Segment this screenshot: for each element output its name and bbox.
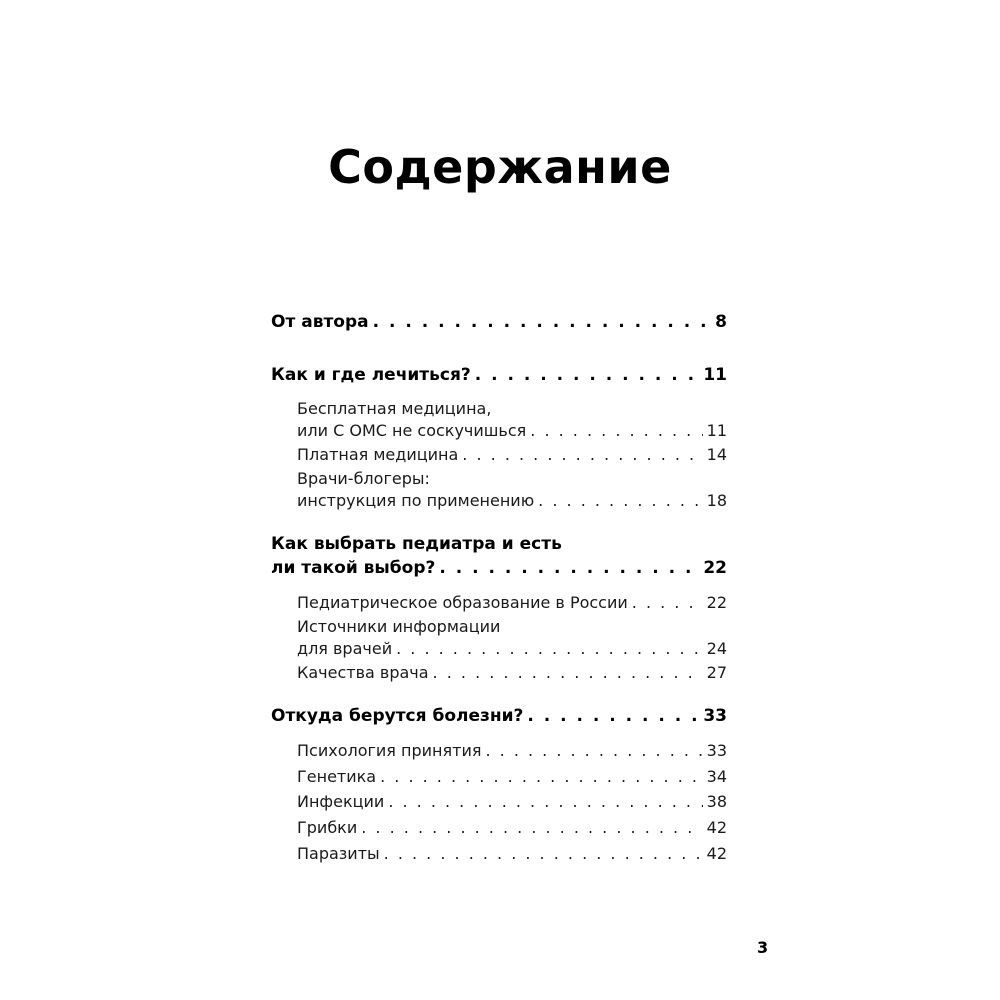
toc-entry-title: Как и где лечиться? — [271, 365, 471, 385]
leader-dots — [485, 740, 702, 762]
toc-entry-title: Откуда берутся болезни? — [271, 706, 524, 726]
toc-entry-page: 14 — [706, 445, 727, 464]
toc-entry-title: инструкция по применению — [297, 491, 535, 510]
toc-entry-genetics — [297, 766, 727, 788]
toc-entry-where-diseases-come-from — [271, 704, 727, 728]
toc-entry-doctor-qualities — [297, 662, 727, 684]
toc-entry-page: 42 — [706, 818, 727, 837]
toc-entry-info-sources — [297, 616, 727, 660]
toc-entry-title-line1: Как выбрать педиатра и есть — [271, 534, 562, 554]
toc-entry-title: Качества врача — [297, 663, 429, 682]
toc-entry-from-author — [271, 310, 727, 334]
leader-dots — [396, 638, 703, 660]
toc-entry-page: 33 — [703, 706, 727, 726]
leader-dots — [439, 556, 699, 580]
toc-entry-doctor-bloggers — [297, 468, 727, 512]
toc-entry-title: Грибки — [297, 818, 358, 837]
toc-entry-how-where-to-treat — [271, 363, 727, 387]
toc-entry-page: 22 — [703, 558, 727, 578]
toc-entry-title: Инфекции — [297, 792, 385, 811]
leader-dots — [380, 766, 703, 788]
toc-entry-page: 8 — [715, 312, 727, 332]
toc-entry-page: 34 — [706, 767, 727, 786]
toc-entry-choose-pediatrician — [271, 532, 727, 580]
toc-entry-page: 11 — [706, 421, 727, 440]
leader-dots — [530, 420, 702, 442]
page-title: Содержание — [328, 140, 672, 194]
toc-entry-acceptance-psychology — [297, 740, 727, 762]
leader-dots — [373, 310, 712, 334]
toc-entry-page: 42 — [706, 844, 727, 863]
toc-entry-title: Паразиты — [297, 844, 380, 863]
leader-dots — [433, 662, 703, 684]
leader-dots — [538, 490, 702, 512]
toc-entry-title: От автора — [271, 312, 369, 332]
toc-entry-parasites — [297, 843, 727, 865]
toc-entry-page: 33 — [706, 741, 727, 760]
leader-dots — [527, 704, 699, 728]
toc-entry-page: 24 — [706, 639, 727, 658]
toc-entry-title-line1: Источники информации — [297, 617, 501, 636]
toc-entry-title: Платная медицина — [297, 445, 459, 464]
leader-dots — [388, 791, 702, 813]
toc-entry-title: для врачей — [297, 639, 393, 658]
toc-entry-title-line1: Врачи-блогеры: — [297, 469, 430, 488]
toc-entry-pediatric-education — [297, 592, 727, 614]
leader-dots — [384, 843, 703, 865]
toc-entry-infections — [297, 791, 727, 813]
leader-dots — [475, 363, 700, 387]
toc-entry-paid-medicine — [297, 444, 727, 466]
toc-entry-page: 22 — [706, 593, 727, 612]
toc-entry-page: 11 — [703, 365, 727, 385]
toc-entry-title-line1: Бесплатная медицина, — [297, 399, 492, 418]
toc-entry-fungi — [297, 817, 727, 839]
toc-entry-title: Психология принятия — [297, 741, 482, 760]
toc-entry-page: 18 — [706, 491, 727, 510]
leader-dots — [632, 592, 703, 614]
toc-entry-title: или С ОМС не соскучишься — [297, 421, 527, 440]
leader-dots — [462, 444, 702, 466]
toc-entry-page: 38 — [706, 792, 727, 811]
toc-entry-title: Педиатрическое образование в России — [297, 593, 628, 612]
leader-dots — [361, 817, 702, 839]
page-number: 3 — [757, 938, 769, 957]
toc-entry-free-medicine — [297, 398, 727, 442]
toc-entry-page: 27 — [706, 663, 727, 682]
toc-entry-title: ли такой выбор? — [271, 558, 436, 578]
toc-entry-title: Генетика — [297, 767, 377, 786]
